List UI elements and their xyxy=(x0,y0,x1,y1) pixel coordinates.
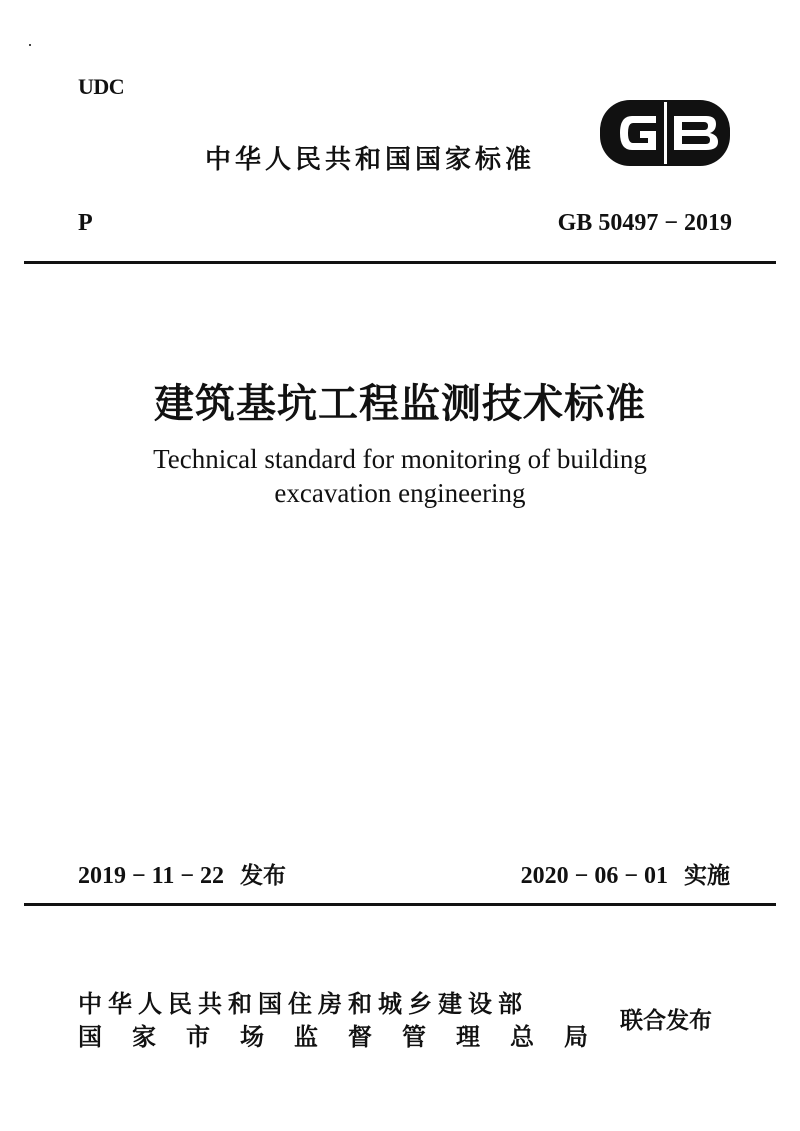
issuer-char: 督 xyxy=(348,1023,372,1051)
title-english-line1: Technical standard for monitoring of building xyxy=(153,444,647,474)
standard-number: GB 50497 − 2019 xyxy=(557,210,732,236)
issuer-char: 国 xyxy=(78,1023,102,1051)
gb-logo-icon xyxy=(598,98,732,168)
issuer-ministry: 中华人民共和国住房和城乡建设部 xyxy=(78,990,528,1018)
top-divider xyxy=(24,261,776,264)
effective-label: 实施 xyxy=(684,863,730,889)
joint-issue-label: 联合发布 xyxy=(620,1008,712,1034)
title-chinese: 建筑基坑工程监测技术标准 xyxy=(154,380,646,427)
scan-speck xyxy=(29,44,31,46)
effective-date-block xyxy=(521,857,730,890)
issue-date: 2019 − 11 − 22 xyxy=(78,863,225,889)
title-english-line2: excavation engineering xyxy=(274,478,526,508)
title-english xyxy=(0,442,800,510)
issue-date-block xyxy=(78,857,286,890)
issuer-char: 局 xyxy=(564,1023,588,1051)
effective-date: 2020 − 06 − 01 xyxy=(520,863,668,889)
issuer-char: 理 xyxy=(456,1023,480,1051)
issue-label: 发布 xyxy=(240,863,287,889)
national-standard-heading: 中华人民共和国国家标准 xyxy=(205,145,536,175)
category-code: P xyxy=(78,210,93,236)
issuer-char: 场 xyxy=(240,1023,264,1051)
issuer-char: 家 xyxy=(132,1023,156,1051)
issuer-samr xyxy=(78,1017,588,1052)
issuer-char: 监 xyxy=(294,1023,318,1051)
issuer-char: 市 xyxy=(186,1023,210,1051)
issuer-char: 管 xyxy=(402,1023,426,1051)
bottom-divider xyxy=(24,903,776,906)
issuer-char: 总 xyxy=(510,1023,534,1051)
udc-label: UDC xyxy=(78,74,125,99)
